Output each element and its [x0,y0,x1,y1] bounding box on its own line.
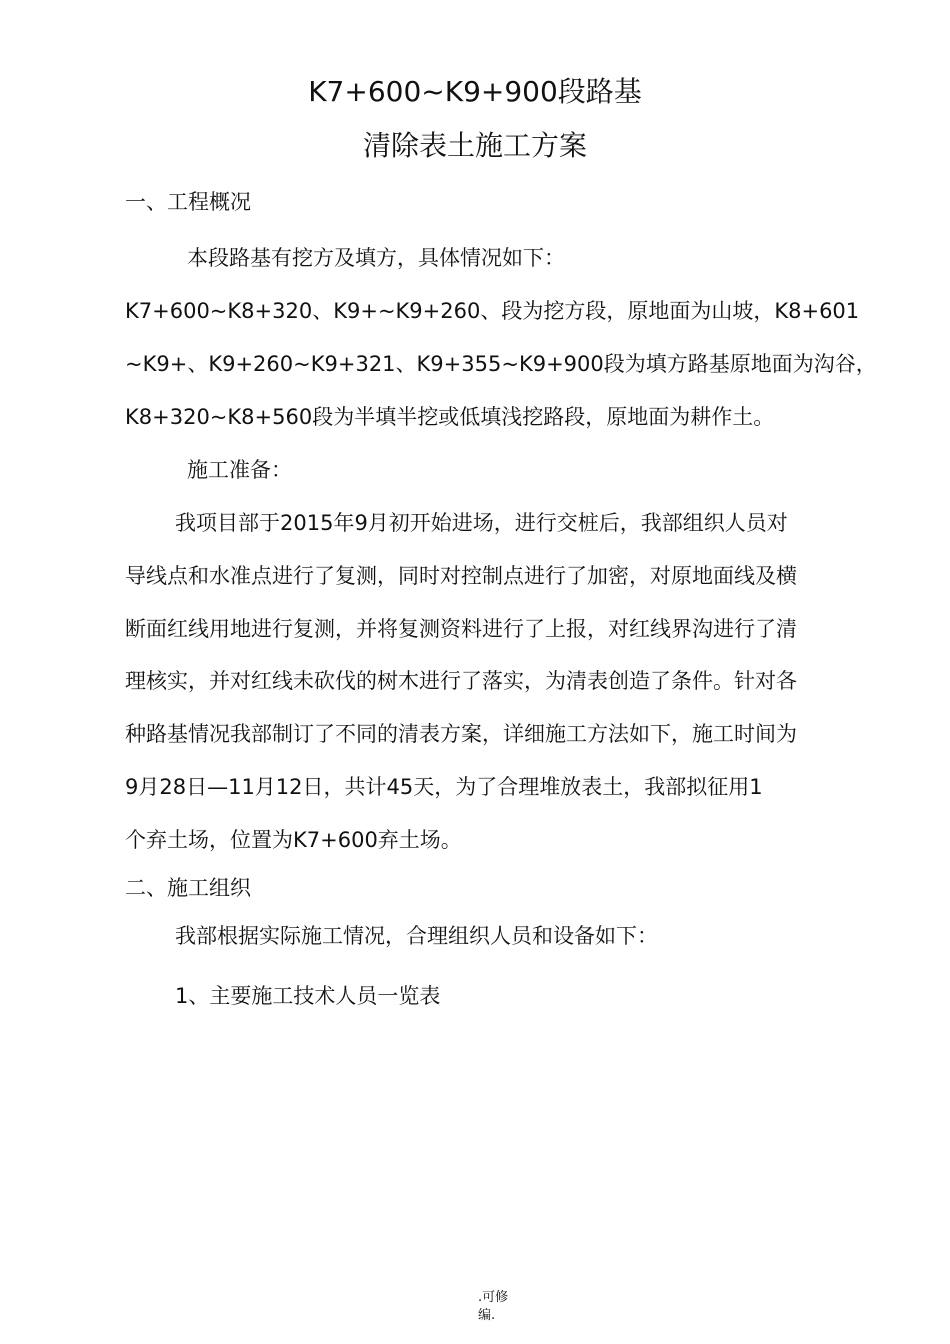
overview-para-line: K7+600~K8+320、K9+~K9+260、段为挖方段，原地面为山坡，K8+601 [125,299,860,323]
footer-note-line2: 编. [478,1308,496,1323]
prep-para-line: 我项目部于2015年9月初开始进场，进行交桩后，我部组织人员对 [175,511,788,535]
overview-intro: 本段路基有挖方及填方，具体情况如下： [187,246,565,270]
section-heading-overview: 一、工程概况 [125,190,251,214]
organization-item-1: 1、主要施工技术人员一览表 [175,984,441,1008]
prep-heading: 施工准备： [187,458,292,482]
organization-intro: 我部根据实际施工情况，合理组织人员和设备如下： [175,924,658,948]
document-title-line1: K7+600~K9+900段路基 [308,75,642,108]
prep-para-line: 9月28日—11月12日，共计45天，为了合理堆放表土，我部拟征用1 [125,775,763,799]
document-title-line2: 清除表土施工方案 [362,129,587,162]
prep-para-line: 理核实，并对红线未砍伐的树木进行了落实，为清表创造了条件。针对各 [125,669,797,693]
prep-para-line: 种路基情况我部制订了不同的清表方案，详细施工方法如下，施工时间为 [125,722,797,746]
prep-para-line: 断面红线用地进行复测，并将复测资料进行了上报，对红线界沟进行了清 [125,617,797,641]
overview-para-line: K8+320~K8+560段为半填半挖或低填浅挖路段，原地面为耕作土。 [125,405,775,429]
footer-note-line1: .可修 [478,1290,509,1305]
overview-para-line: ~K9+、K9+260~K9+321、K9+355~K9+900段为填方路基原地面为沟谷， [125,352,877,376]
prep-para-line: 导线点和水准点进行了复测，同时对控制点进行了加密，对原地面线及横 [125,564,797,588]
section-heading-organization: 二、施工组织 [125,876,251,900]
prep-para-line: 个弃土场，位置为K7+600弃土场。 [125,828,462,852]
